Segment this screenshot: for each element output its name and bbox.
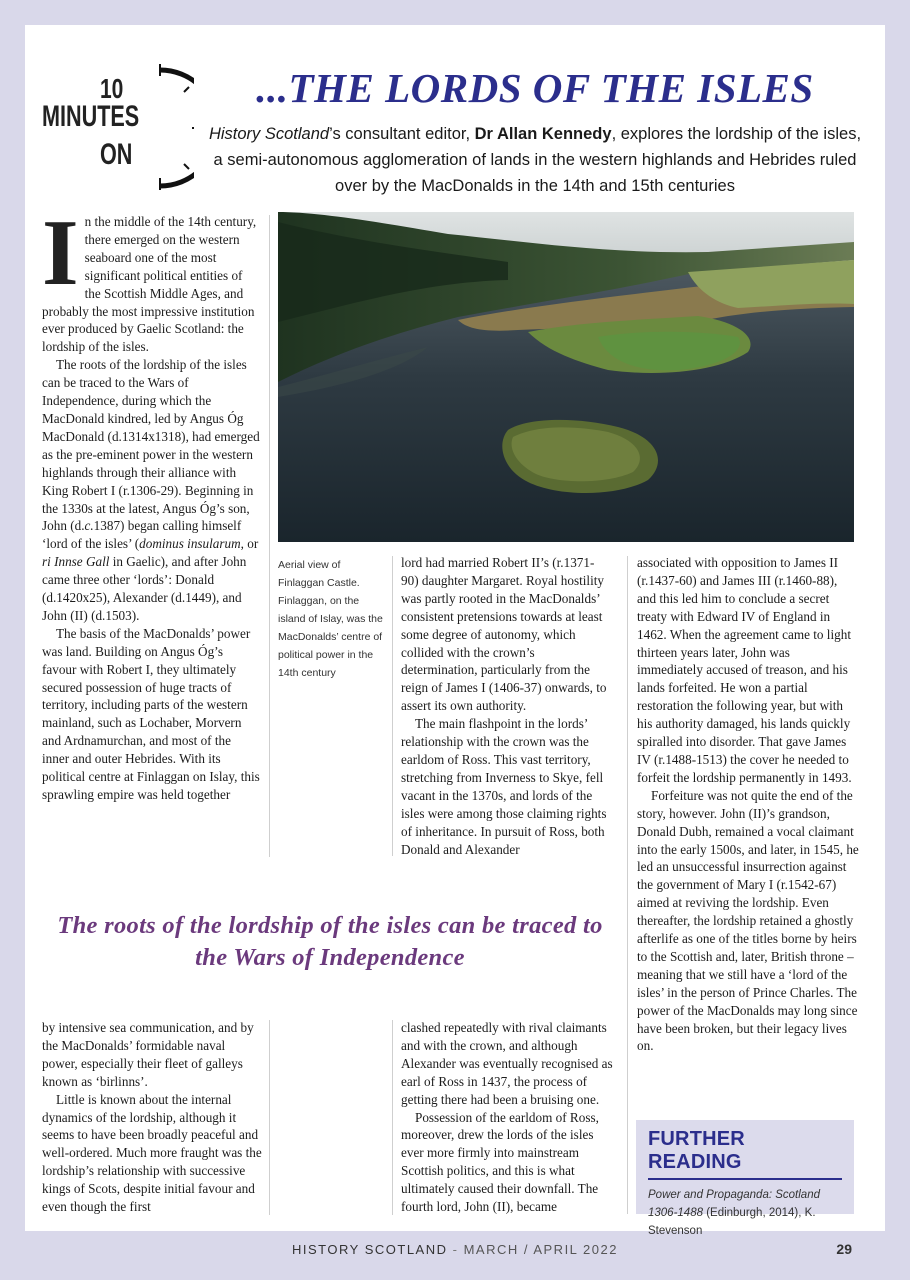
- column-divider: [269, 1020, 270, 1215]
- logo-minutes: MINUTES: [42, 100, 140, 133]
- logo-ten: 10: [100, 73, 124, 104]
- text-run: The roots of the lordship of the isles can be traced to the Wars of Independence, during which the MacDonald kindred, led by Angus Óg MacDonald (d.1314x1318), had emerged as the pre-eminent power in the western highlands through their alliance with King Robert I (r.1306-29). Beginning in the 1330s at the latest, Angus Óg’s son, John (d.: [42, 357, 260, 534]
- footer-credit: [0, 1242, 910, 1257]
- landscape-image: [278, 212, 854, 542]
- footer-separator: -: [447, 1242, 464, 1257]
- further-reading-heading: FURTHER READING: [648, 1128, 842, 1180]
- paragraph: by intensive sea communication, and by the MacDonalds’ formidable naval power, especially their fleet of galleys known as ‘birlinns’.: [42, 1020, 254, 1089]
- photo-caption: Aerial view of Finlaggan Castle. Finlaggan, on the island of Islay, was the MacDonalds’ centre of political power in the 14th century: [278, 559, 383, 679]
- column-divider: [627, 556, 628, 1214]
- column-1-top: [42, 201, 260, 804]
- further-reading-box: [636, 1120, 854, 1237]
- logo-on: ON: [100, 138, 133, 171]
- paragraph: lord had married Robert II’s (r.1371-90) daughter Margaret. Royal hostility was partly rooted in the MacDonalds’ consistent pretensions towards at least some degree of autonomy, which collided with the crown’s determination, particularly from the reign of James I (1406-37) onwards, to assert its own authority.: [401, 555, 607, 714]
- text-run-italic: c.: [84, 518, 94, 534]
- text-run-italic: ri Innse Gall: [42, 554, 110, 570]
- standfirst-magazine: History Scotland: [208, 125, 330, 143]
- paragraph: clashed repeatedly with rival claimants and with the crown, and although Alexander was eventually recognised as earl of Ross in 1437, the process of getting there had been a bruising one.: [401, 1020, 613, 1107]
- column-1-bottom: [42, 1019, 262, 1216]
- standfirst-text-a: ’s consultant editor,: [329, 125, 475, 143]
- page-number: 29: [836, 1241, 852, 1257]
- column-divider: [392, 1020, 393, 1215]
- footer-issue: MARCH / APRIL 2022: [463, 1242, 618, 1257]
- standfirst-text-b: , explores the lordship of the isles, a semi-autonomous agglomeration of lands in the western highlands and Hebrides ruled over by the MacDonalds in the 14th and 15th centuries: [213, 125, 862, 195]
- column-3-top: [401, 554, 607, 858]
- standfirst: [205, 121, 865, 199]
- drop-cap: I: [42, 201, 79, 305]
- text-run: , or: [240, 536, 259, 552]
- article-title: ...THE LORDS OF THE ISLES: [256, 65, 814, 111]
- column-4: [637, 554, 859, 1055]
- column-divider: [392, 556, 393, 856]
- paragraph: Little is known about the internal dynamics of the lordship, although it seems to have been broadly peaceful and well-ordered. Much more fraught was the lordship’s relationship with successive kings of Scots, despite initial favour and even though the first: [42, 1091, 262, 1215]
- paragraph: Forfeiture was not quite the end of the story, however. John (II)’s grandson, Donald Dubh, remained a vocal claimant into the early 1500s, and later, in 1545, he led an unsuccessful insurrection against the government of Mary I (r.1542-67) aimed at reviving the lordship. Even thereafter, the lordship retained a ghostly afterlife as one of the titles borne by heirs to the Scottish and, later, British throne – meaning that we still have a ‘lord of the isles’ in the person of Prince Charles. The power of the MacDonalds may long since have been broken, but their legacy lives on.: [637, 787, 859, 1054]
- text-run: in Gaelic), and after John came three other ‘lords’: Donald (d.1420x25), Alexander (d.1449), and John (II) (d.1503).: [42, 554, 247, 623]
- page-footer: [0, 1236, 910, 1266]
- paragraph: Possession of the earldom of Ross, moreover, drew the lords of the isles ever more firmly into mainstream Scottish politics, and this is what ultimately caused their downfall. The fourth lord, John (II), became: [401, 1109, 599, 1215]
- book-title: Power and Propaganda: Scotland 1306-1488: [648, 1189, 820, 1219]
- standfirst-author: Dr Allan Kennedy: [474, 125, 612, 143]
- paragraph: n the middle of the 14th century, there emerged on the western seaboard one of the most significant political entities of the Scottish Middle Ages, and probably the most impressive institution ever produced by Gaelic Scotland: the lordship of the isles.: [42, 214, 257, 355]
- paragraph: The basis of the MacDonalds’ power was land. Building on Angus Óg’s favour with Robert I, they ultimately secured possession of huge tracts of territory, including parts of the western mainland, such as Lochaber, Morvern and Ardnamurchan, and most of the inner and outer Hebrides. With its political centre at Finlaggan on Islay, this sprawling empire was held together: [42, 625, 260, 802]
- ten-minutes-on-logo: [42, 62, 194, 192]
- pull-quote: The roots of the lordship of the isles can be traced to the Wars of Independence: [57, 912, 603, 971]
- column-divider: [269, 215, 270, 857]
- paragraph: associated with opposition to James II (r.1437-60) and James III (r.1460-88), and this led him to conclude a secret treaty with Edward IV of England in 1462. When the agreement came to light thirteen years later, John was immediately accused of treason, and his lands forfeited. He won a partial restoration the following year, but with his authority damaged, his lands quickly spiralled into disorder. That gave James IV (r.1488-1513) the cover he needed to forfeit the lordship permanently in 1493.: [637, 555, 852, 785]
- paragraph: [42, 356, 260, 625]
- finlaggan-aerial-photo: [278, 212, 854, 542]
- text-run: 1387) began calling himself ‘lord of the isles’ (: [42, 518, 242, 552]
- text-run-italic: dominus insularum: [139, 536, 241, 552]
- paragraph: The main flashpoint in the lords’ relationship with the crown was the earldom of Ross. This vast territory, stretching from Inverness to Skye, fell vacant in the 1370s, and lords of the isles were among those claiming rights of inheritance. In pursuit of Ross, both Donald and Alexander: [401, 716, 607, 857]
- book-details: (Edinburgh, 2014), K. Stevenson: [648, 1207, 816, 1237]
- footer-magazine: HISTORY SCOTLAND: [292, 1242, 448, 1257]
- column-3-bottom: [401, 1019, 619, 1216]
- further-reading-entry: [648, 1186, 842, 1240]
